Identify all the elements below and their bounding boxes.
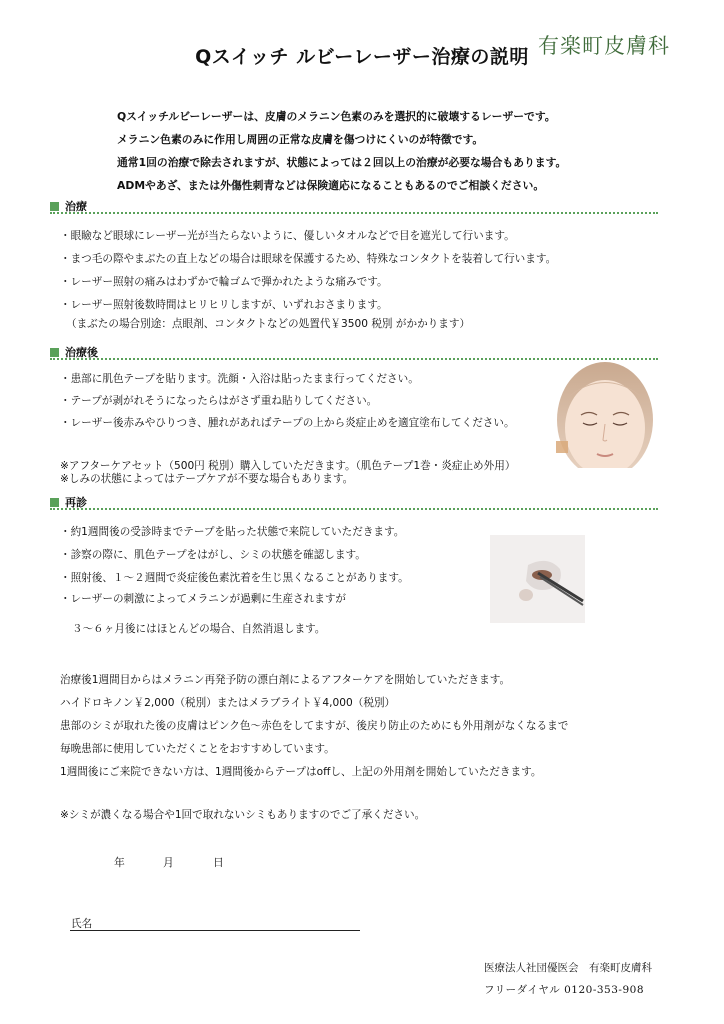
date-year-label: 年 [114, 856, 125, 869]
intro-line: ADMやあざ、または外傷性刺青などは保険適応になることもあるのでご相談ください。 [117, 179, 545, 192]
section-divider [50, 508, 658, 510]
list-item: ・眼瞼など眼球にレーザー光が当たらないように、優しいタオルなどで目を遮光して行います。 [60, 230, 515, 242]
list-item: ・診察の際に、肌色テープをはがし、シミの状態を確認します。 [60, 549, 366, 561]
face-illustration [545, 358, 663, 468]
skin-tape-mark [556, 441, 568, 453]
section-heading-label: 再診 [65, 496, 87, 509]
revisit-list [60, 524, 500, 634]
date-month-label: 月 [163, 856, 174, 869]
list-item: ・レーザー後赤みやひりつき、腫れがあればテープの上から炎症止めを適宜塗布してください。 [60, 417, 515, 429]
bullet-square-icon [50, 498, 59, 507]
tape-removal-photo [490, 535, 585, 623]
signature-label: 氏名 [71, 918, 93, 930]
list-item: ・テープが剥がれそうになったらはがさず重ね貼りしてください。 [60, 395, 378, 407]
section-divider [50, 212, 658, 214]
intro-line: 通常1回の治療で除去されますが、状態によっては２回以上の治療が必要な場合もあります。 [117, 156, 567, 169]
footer-org: 医療法人社団優医会 有楽町皮膚科 [484, 962, 652, 974]
list-item-note: （まぶたの場合別途：点眼剤、コンタクトなどの処置代￥3500 税別 がかかります） [66, 318, 471, 330]
disclaimer: ※シミが濃くなる場合や1回で取れないシミもありますのでご了承ください。 [60, 809, 426, 821]
list-item: ・レーザーの刺激によってメラニンが過剰に生産されますが [60, 593, 347, 605]
followup-line: 毎晩患部に使用していただくことをおすすめしています。 [60, 743, 335, 755]
aftercare-note: ※アフターケアセット（500円 税別）購入していただきます。（肌色テープ1巻・炎症止め外用） [60, 460, 516, 472]
list-item: ・照射後、１～２週間で炎症後色素沈着を生じ黒くなることがあります。 [60, 572, 409, 584]
aftercare-list [60, 371, 580, 441]
bullet-square-icon [50, 348, 59, 357]
followup-line: 治療後1週間目からはメラニン再発予防の漂白剤によるアフターケアを開始していただきます。 [60, 674, 511, 686]
followup-line: 患部のシミが取れた後の皮膚はピンク色～赤色をしてますが、後戻り防止のためにも外用剤がなくなるまで [60, 720, 569, 732]
section-heading-label: 治療 [65, 200, 87, 213]
list-item: ・約1週間後の受診時までテープを貼った状態で来院していただきます。 [60, 526, 405, 538]
list-item: ・まつ毛の際やまぶたの直上などの場合は眼球を保護するため、特殊なコンタクトを装着して行います。 [60, 253, 557, 265]
intro-line: Qスイッチルビーレーザーは、皮膚のメラニン色素のみを選択的に破壊するレーザーです。 [117, 110, 556, 123]
bullet-square-icon [50, 202, 59, 211]
followup-line: ハイドロキノン￥2,000（税別）またはメラブライト￥4,000（税別） [60, 697, 396, 709]
footer-phone: フリーダイヤル 0120-353-908 [484, 984, 645, 996]
clinic-logo: 有楽町皮膚科 [538, 34, 670, 58]
list-item: ・レーザー照射後数時間はヒリヒリしますが、いずれおさまります。 [60, 299, 388, 311]
list-item: ３～６ヶ月後にはほとんどの場合、自然消退します。 [72, 623, 326, 635]
aftercare-note: ※しみの状態によってはテープケアが不要な場合もあります。 [60, 473, 354, 485]
date-day-label: 日 [213, 856, 224, 869]
section-heading-label: 治療後 [65, 346, 98, 359]
intro-paragraph [117, 105, 566, 197]
treatment-list [60, 228, 660, 338]
list-item: ・レーザー照射の痛みはわずかで輪ゴムで弾かれたような痛みです。 [60, 276, 388, 288]
list-item: ・患部に肌色テープを貼ります。洗顔・入浴は貼ったまま行ってください。 [60, 373, 419, 385]
page-title: Qスイッチ ルビーレーザー治療の説明 [195, 46, 529, 68]
signature-line [70, 930, 360, 931]
followup-line: 1週間後にご来院できない方は、1週間後からテープはoffし、上記の外用剤を開始していただきます。 [60, 766, 542, 778]
intro-line: メラニン色素のみに作用し周囲の正常な皮膚を傷つけにくいのが特徴です。 [117, 133, 484, 146]
